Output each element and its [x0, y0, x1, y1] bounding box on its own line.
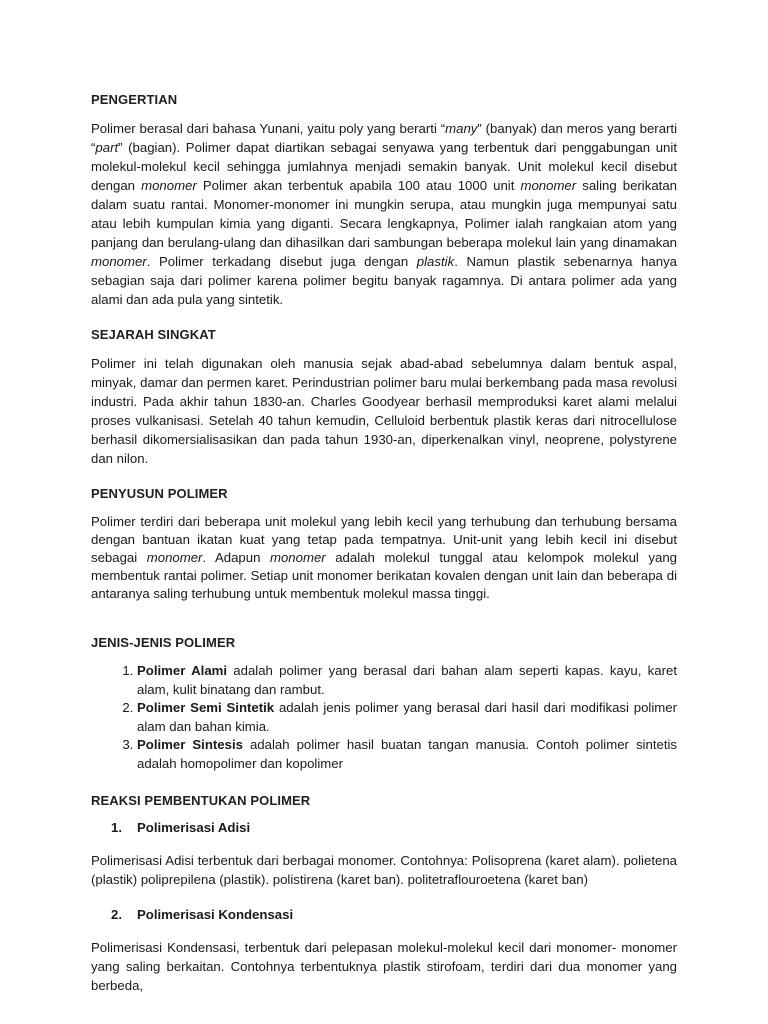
heading-pengertian: PENGERTIAN: [91, 92, 178, 107]
text-run: Polimer terdiri dari beberapa unit molekul yang lebih kecil yang terhubung dan terhubung bersama dengan bantuan ikatan kuat yang tetap pada tempatnya. Unit-unit yang lebih kecil ini disebut sebagai: [91, 514, 677, 565]
text-run: ” (banyak) dan meros yang berarti “: [91, 121, 678, 155]
subheading-kondensasi: [111, 907, 677, 922]
italic-term: monomer: [91, 254, 147, 269]
text-run: Polimer berasal dari bahasa Yunani, yaitu poly yang berarti “: [91, 121, 446, 136]
text-run: adalah molekul tunggal atau kelompok molekul yang membentuk rantai polimer. Setiap unit monomer berikatan kovalen dengan unit lain dan beberapa di antaranya saling terhubung untuk membentuk molekul massa tinggi.: [91, 550, 677, 601]
section-reaksi-pembentukan: [91, 793, 677, 995]
list-item: [137, 736, 677, 773]
heading-reaksi-pembentukan: REAKSI PEMBENTUKAN POLIMER: [91, 793, 311, 808]
text-run: Polimer akan terbentuk apabila 100 atau 1000 unit: [196, 178, 521, 193]
italic-term: part: [95, 140, 119, 155]
subheading-number: 1.: [111, 820, 122, 835]
list-item: [137, 699, 677, 736]
text-run: . Polimer terkadang disebut juga dengan: [146, 254, 417, 269]
list-item-term: Polimer Alami: [137, 663, 228, 678]
italic-term: monomer: [520, 178, 577, 193]
paragraph-adisi: Polimerisasi Adisi terbentuk dari berbagai monomer. Contohnya: Polisoprena (karet alam). polietena (plastik) poliprepilena (plastik). polistirena (karet ban). politetraflouroetena (karet ban): [91, 853, 677, 887]
document-content: [91, 92, 677, 1013]
subheading-label: Polimerisasi Kondensasi: [137, 907, 294, 922]
list-item-text: adalah polimer hasil buatan tangan manusia. Contoh polimer sintetis adalah homopolimer dan kopolimer: [137, 737, 678, 771]
heading-penyusun-polimer: PENYUSUN POLIMER: [91, 486, 228, 501]
spacer: [91, 621, 677, 635]
paragraph-pengertian: [91, 119, 677, 309]
jenis-polimer-list: [91, 662, 677, 773]
subheading-adisi: [111, 820, 677, 835]
italic-term: monomer: [146, 550, 203, 565]
text-run: . Namun plastik sebenarnya hanya sebagian saja dari polimer karena polimer begitu banyak ragamnya. Di antara polimer ada yang alami dan ada pula yang sintetik.: [91, 254, 677, 307]
heading-jenis-polimer: JENIS-JENIS POLIMER: [91, 635, 236, 650]
section-sejarah-singkat: [91, 327, 677, 468]
italic-term: many: [445, 121, 478, 136]
paragraph-sejarah-singkat: [91, 354, 677, 468]
text-run: saling berikatan dalam suatu rantai. Monomer-monomer ini mungkin serupa, atau mungkin juga mempunyai satu atau lebih kumpulan kimia yang diganti. Secara lengkapnya, Polimer ialah rangkaian atom yang panjang dan berulang-ulang dan dihasilkan dari sambungan beberapa molekul lain yang dinamakan: [91, 178, 677, 250]
list-item-term: Polimer Sintesis: [137, 737, 243, 752]
section-pengertian: [91, 92, 677, 309]
italic-term: monomer: [141, 178, 197, 193]
list-item-text: adalah polimer yang berasal dari bahan alam seperti kapas. kayu, karet alam, kulit binatang dan rambut.: [137, 663, 677, 697]
text-run: ” (bagian). Polimer dapat diartikan sebagai senyawa yang terbentuk dari penggabungan unit molekul-molekul kecil sehingga jumlahnya menjadi semakin banyak. Unit molekul kecil disebut dengan: [91, 140, 677, 193]
paragraph-penyusun-polimer: [91, 513, 677, 603]
list-item-text: adalah jenis polimer yang berasal dari hasil dari modifikasi polimer alam dan bahan kimia.: [137, 700, 677, 734]
heading-sejarah-singkat: SEJARAH SINGKAT: [91, 327, 216, 342]
list-item-term: Polimer Semi Sintetik: [137, 700, 275, 715]
paragraph-kondensasi: Polimerisasi Kondensasi, terbentuk dari pelepasan molekul-molekul kecil dari monomer- monomer yang saling berkaitan. Contohnya terbentuknya plastik stirofoam, terdiri dari dua monomer yang berbeda,: [91, 940, 677, 993]
text-run: . Adapun: [202, 550, 270, 565]
list-item: [137, 662, 677, 699]
italic-term: monomer: [269, 550, 326, 565]
section-penyusun-polimer: [91, 486, 677, 603]
subheading-label: Polimerisasi Adisi: [137, 820, 251, 835]
subheading-number: 2.: [111, 907, 122, 922]
text-run: Polimer ini telah digunakan oleh manusia sejak abad-abad sebelumnya dalam bentuk aspal, minyak, damar dan permen karet. Perindustrian polimer baru mulai berkembang pada masa revolusi industri. Pada akhir tahun 1830-an. Charles Goodyear berhasil memproduksi karet alami melalui proses vulkanisasi. Setelah 40 tahun kemudin, Celluloid berbentuk plastik keras dari nitrocellulose berhasil dikomersialisasikan dan pada tahun 1930-an, diperkenalkan vinyl, neoprene, polystyrene dan nilon.: [91, 356, 677, 466]
section-jenis-polimer: [91, 635, 677, 773]
italic-term: plastik: [416, 254, 455, 269]
